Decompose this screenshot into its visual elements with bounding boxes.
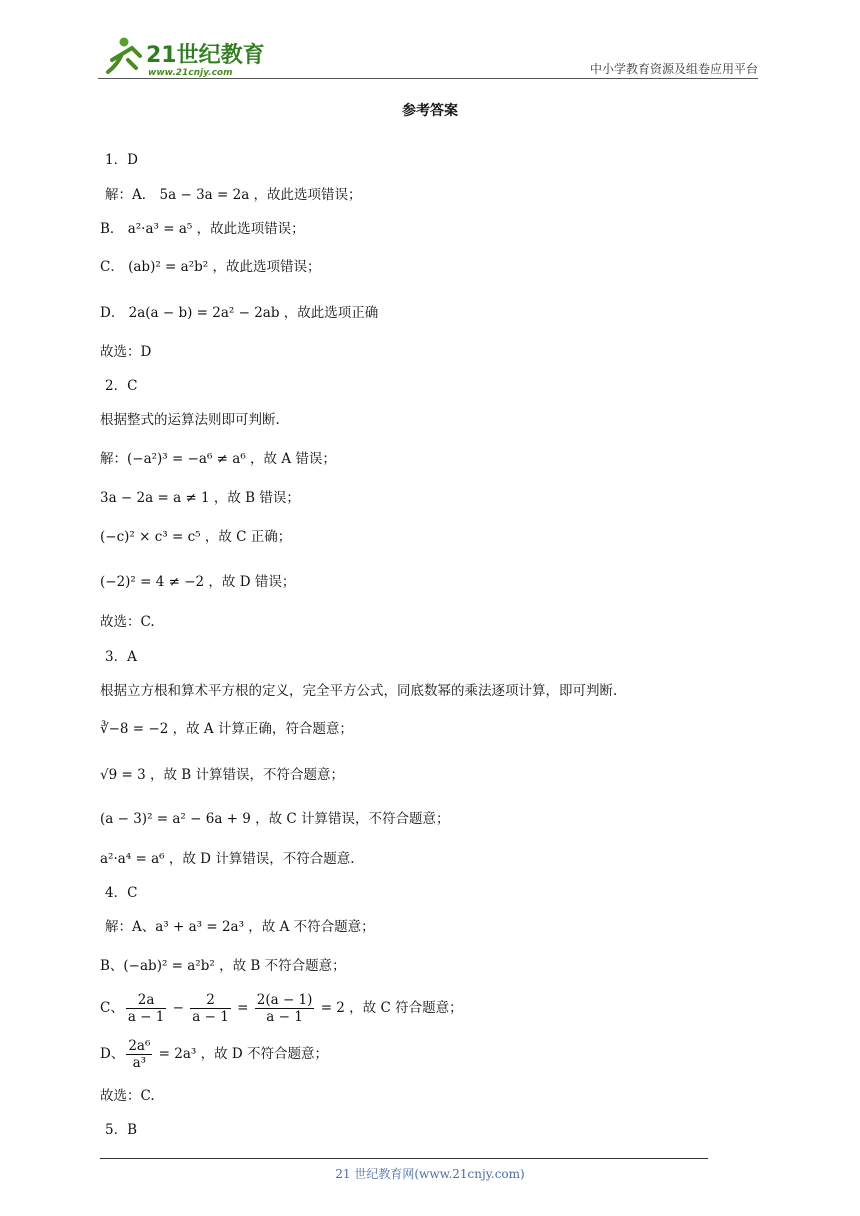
q4-step-b: B、(−ab)² = a²b² ，故 B 不符合题意；: [100, 958, 346, 974]
q1-step-a: 解：A． 5a − 3a = 2a ，故此选项错误；: [105, 187, 362, 203]
q2-selection: 故选：C.: [100, 614, 155, 630]
page-title: 参考答案: [402, 103, 458, 119]
fraction: $\frac{2(a - 1)}{a - 1}$: [256, 992, 313, 1025]
footer-divider: [100, 1158, 708, 1159]
q2-step-d: (−2)² = 4 ≠ −2 ，故 D 错误；: [100, 574, 296, 590]
q3-step-d: a²·a⁴ = a⁶ ，故 D 计算错误，不符合题意.: [100, 851, 355, 867]
q3-hint: 根据立方根和算术平方根的定义，完全平方公式，同底数幂的乘法逐项计算，即可判断.: [100, 683, 618, 699]
svg-text:www.21cnjy.com: www.21cnjy.com: [148, 68, 233, 78]
header-divider: [98, 78, 758, 79]
page-header: [98, 30, 758, 78]
q1-selection: 故选：D: [100, 344, 152, 360]
q2-answer: 2．C: [105, 378, 138, 394]
q2-step-c: (−c)² × c³ = c⁵ ，故 C 正确；: [100, 529, 292, 545]
q4-step-a: 解：A、a³ + a³ = 2a³ ，故 A 不符合题意；: [105, 919, 375, 935]
site-logo[interactable]: [98, 34, 268, 78]
q4-answer: 4．C: [105, 885, 138, 901]
platform-name: 中小学教育资源及组卷应用平台: [589, 62, 758, 76]
q2-step-a: 解：(−a²)³ = −a⁶ ≠ a⁶ ，故 A 错误；: [100, 451, 336, 467]
fraction: $\frac{2a}{a - 1}$: [127, 992, 165, 1025]
q2-hint: 根据整式的运算法则即可判断.: [100, 412, 280, 428]
q1-answer: 1．D: [105, 152, 138, 168]
q4-selection: 故选：C.: [100, 1088, 155, 1104]
q1-step-c: C． (ab)² = a²b² ，故此选项错误；: [100, 259, 321, 275]
q4-step-c-label: C、: [100, 1000, 124, 1016]
svg-text:21世纪教育: 21世纪教育: [146, 43, 265, 68]
q1-step-b: B． a²·a³ = a⁵ ，故此选项错误；: [100, 221, 305, 237]
q3-answer: 3．A: [105, 649, 137, 665]
fraction: $\frac{\text{2a⁶}}{\text{a³}}$: [128, 1038, 151, 1071]
q3-step-a: ∛−8 = −2 ，故 A 计算正确，符合题意；: [100, 721, 353, 737]
q4-step-d: D、 $\frac{\text{2a⁶}}{\text{a³}}$ = 2a³ ，故 D 不符合题意；: [100, 1038, 329, 1071]
q4-step-c: C、 $\frac{2a}{a - 1}$ − $\frac{2}{a - 1}$ = $\frac{2(a - 1)}{a - 1}$ = 2 ，故 C 符合题意；: [100, 992, 463, 1025]
q1-step-d: D． 2a(a − b) = 2a² − 2ab ，故此选项正确: [100, 305, 379, 321]
q3-step-c: (a − 3)² = a² − 6a + 9 ，故 C 计算错误，不符合题意；: [100, 811, 450, 827]
footer-link[interactable]: 21 世纪教育网(www.21cnjy.com): [335, 1167, 525, 1181]
q3-step-b: √9 = 3 ，故 B 计算错误，不符合题意；: [100, 767, 344, 783]
fraction: $\frac{2}{a - 1}$: [192, 992, 229, 1025]
q2-step-b: 3a − 2a = a ≠ 1 ，故 B 错误；: [100, 490, 300, 506]
q5-answer: 5．B: [105, 1122, 138, 1138]
